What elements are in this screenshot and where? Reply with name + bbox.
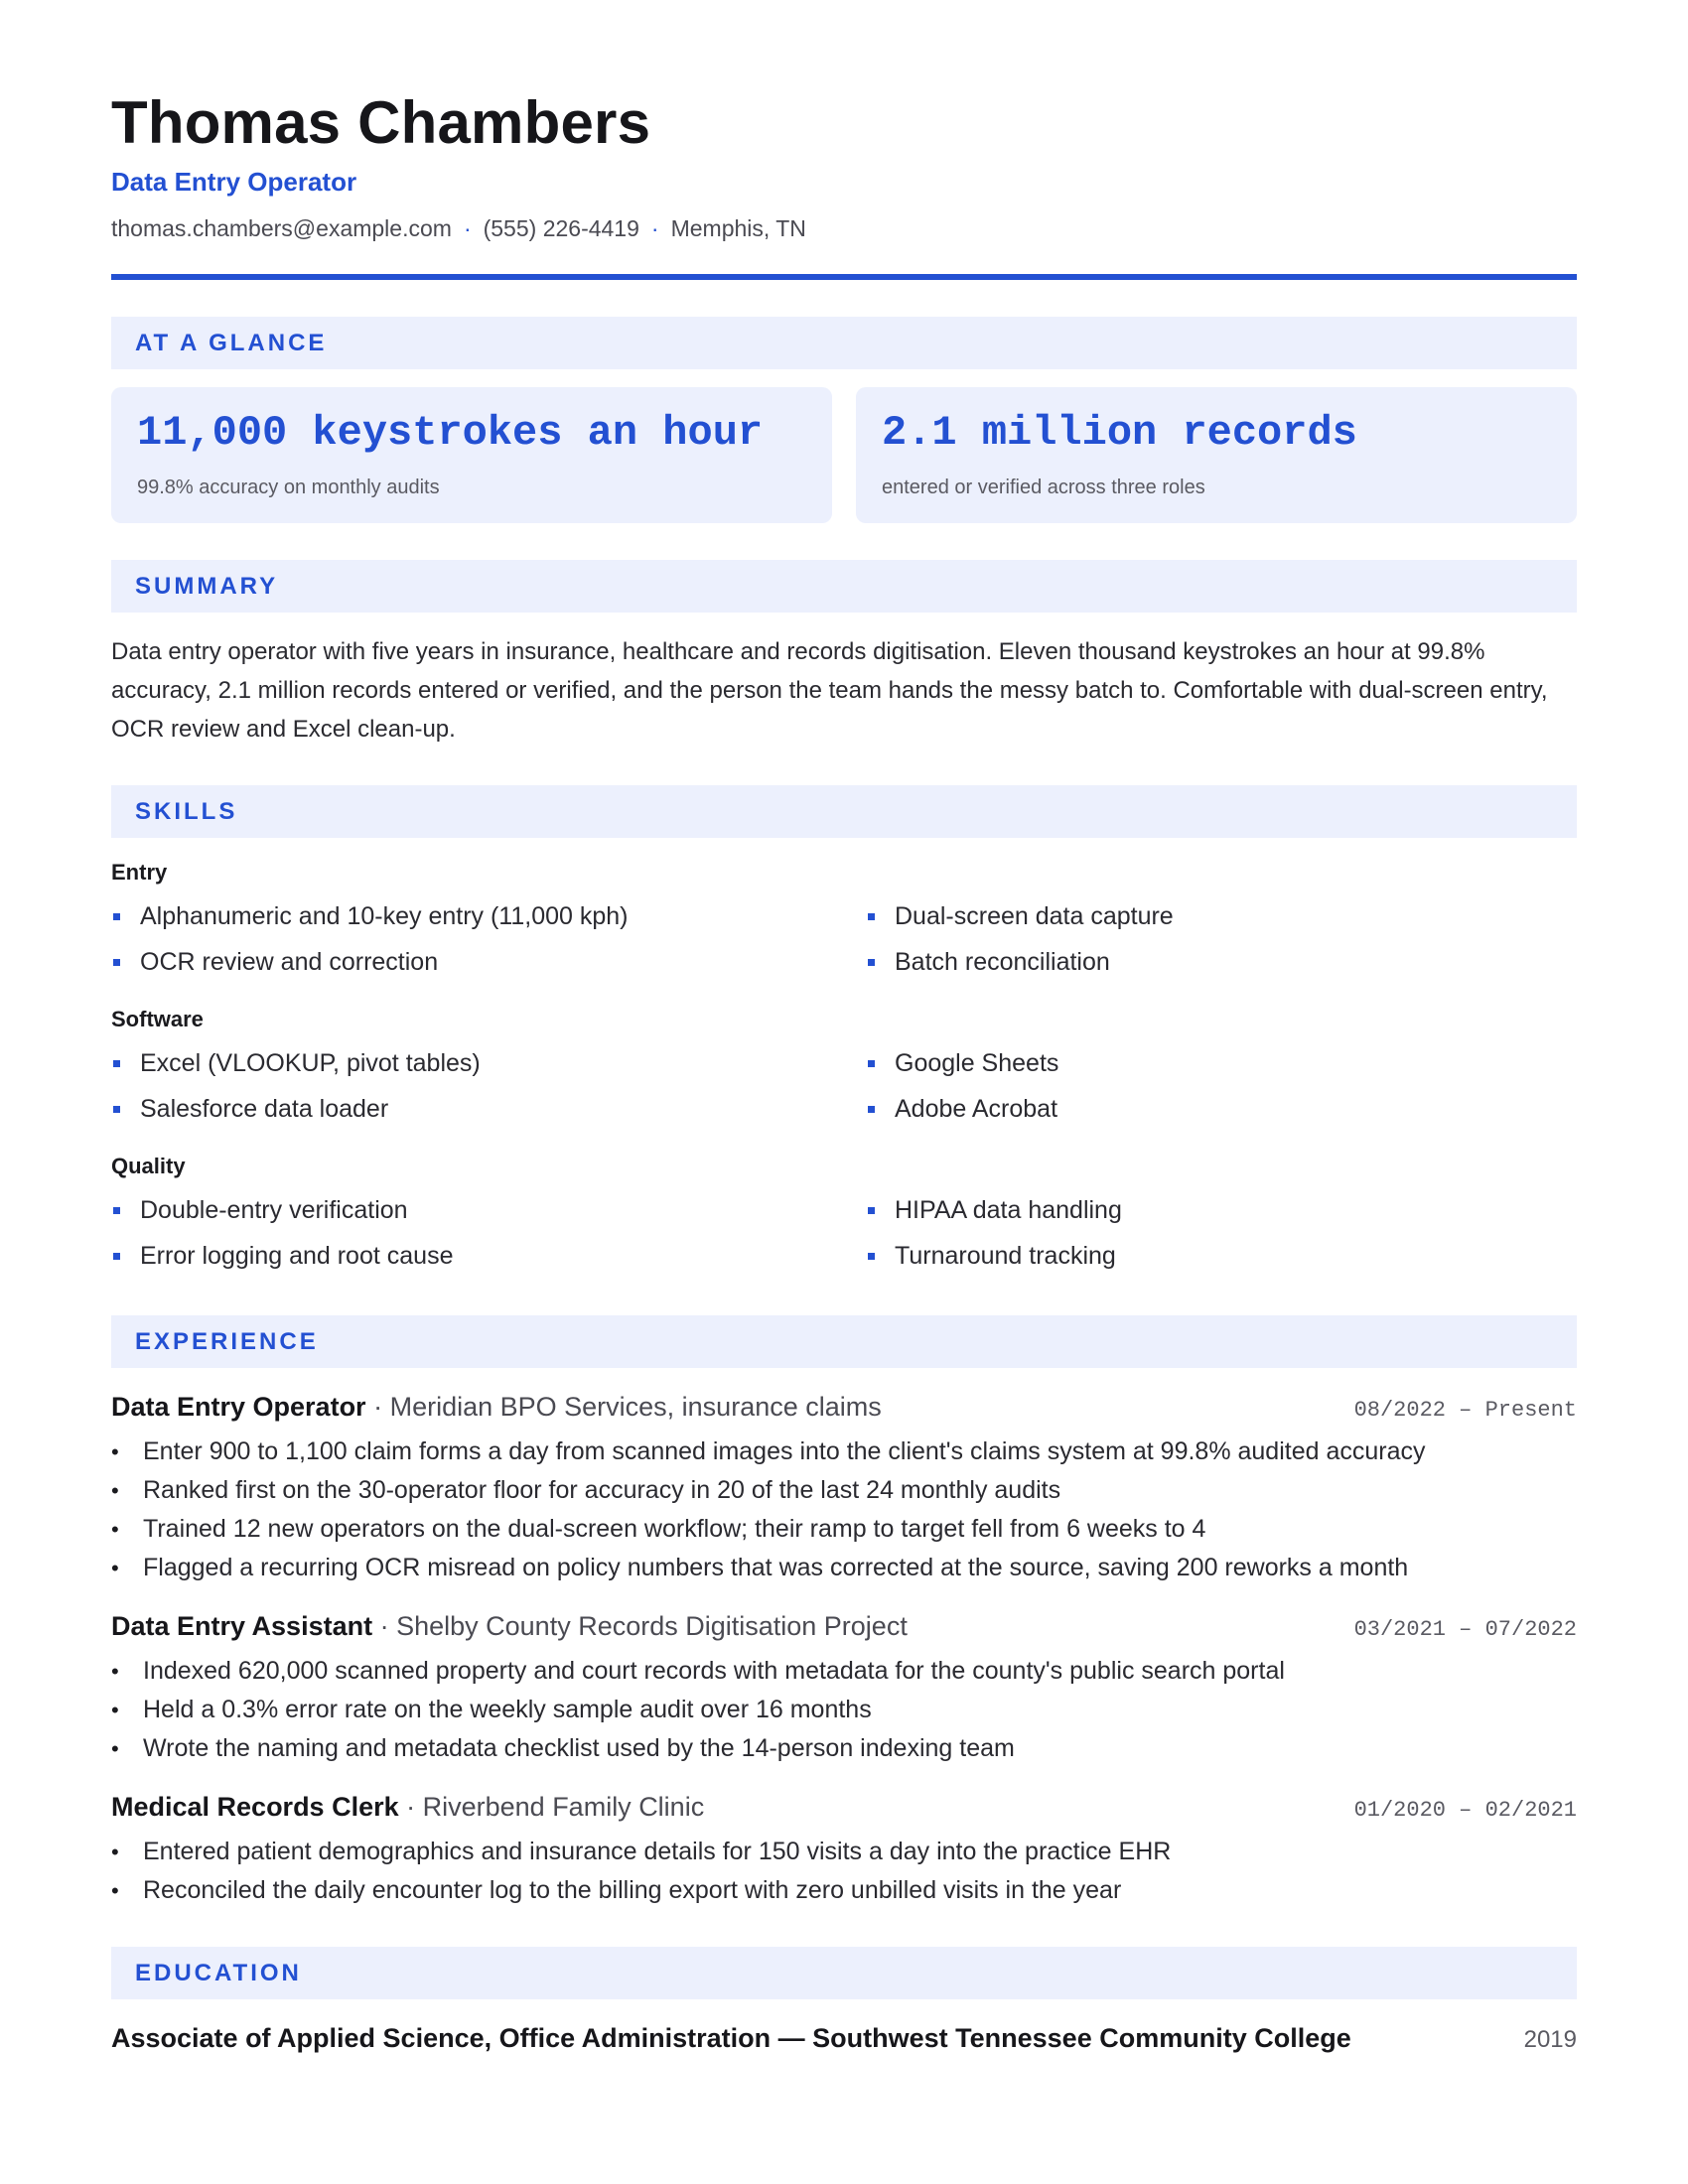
job-organization: · Riverbend Family Clinic <box>398 1792 705 1822</box>
contact-location: Memphis, TN <box>670 215 806 241</box>
skill-item: Batch reconciliation <box>866 939 1577 985</box>
list-item: • Wrote the naming and metadata checklist used by the 14-person indexing team <box>111 1729 1577 1768</box>
header-divider <box>111 274 1577 280</box>
education-degree: Associate of Applied Science, Office Administration — Southwest Tennessee Community College <box>111 2023 1351 2053</box>
list-item: • Enter 900 to 1,100 claim forms a day from scanned images into the client's claims system at 99.8% audited accuracy <box>111 1433 1577 1471</box>
job-dates: 08/2022 – Present <box>1353 1398 1577 1423</box>
glance-card-value: 2.1 million records <box>882 409 1357 457</box>
skill-item: Adobe Acrobat <box>866 1086 1577 1132</box>
job-bullets <box>111 1833 1577 1910</box>
section-heading-experience <box>111 1315 1577 1368</box>
bullet-icon: • <box>111 1556 119 1580</box>
bullet-icon: • <box>111 1736 119 1761</box>
section-heading-label: SUMMARY <box>135 572 279 600</box>
section-heading-label: AT A GLANCE <box>135 329 328 356</box>
job-bullets <box>111 1652 1577 1768</box>
skill-group-quality <box>111 1152 1577 1279</box>
skill-item: Turnaround tracking <box>866 1233 1577 1279</box>
glance-card-caption: 99.8% accuracy on monthly audits <box>137 477 440 498</box>
section-heading-glance <box>111 317 1577 369</box>
list-item: • Reconciled the daily encounter log to the billing export with zero unbilled visits in the year <box>111 1871 1577 1910</box>
square-bullet-icon <box>868 1253 875 1260</box>
skill-item: Salesforce data loader <box>111 1086 866 1132</box>
job-entry <box>111 1392 1577 1587</box>
summary-text: Data entry operator with five years in insurance, healthcare and records digitisation. Eleven thousand keystrokes an hour at 99.8% accuracy, 2.1 million records entered or verified, and the person the team hands the messy batch to. Comfortable with dual-screen entry, OCR review and Excel clean-up. <box>111 638 1548 743</box>
resume-header <box>111 87 1577 280</box>
education-year: 2019 <box>1523 2026 1577 2053</box>
section-heading-label: EDUCATION <box>135 1959 302 1986</box>
square-bullet-icon <box>113 1207 120 1214</box>
square-bullet-icon <box>868 1207 875 1214</box>
candidate-role: Data Entry Operator <box>111 167 357 197</box>
job-dates: 03/2021 – 07/2022 <box>1353 1617 1577 1642</box>
square-bullet-icon <box>113 1253 120 1260</box>
section-heading-summary <box>111 560 1577 613</box>
bullet-icon: • <box>111 1698 119 1722</box>
skill-item: Dual-screen data capture <box>866 893 1577 939</box>
square-bullet-icon <box>868 1106 875 1113</box>
square-bullet-icon <box>868 959 875 966</box>
glance-card <box>856 387 1577 523</box>
bullet-icon: • <box>111 1517 119 1542</box>
resume-page <box>111 87 1577 2054</box>
contact-separator: · <box>463 215 472 241</box>
skill-item: Alphanumeric and 10-key entry (11,000 kph) <box>111 893 866 939</box>
job-title: Data Entry Assistant <box>111 1611 373 1641</box>
skill-group-entry <box>111 858 1577 985</box>
skills-list <box>111 858 1577 1279</box>
skill-group-title: Software <box>111 1007 204 1031</box>
skill-item: HIPAA data handling <box>866 1187 1577 1233</box>
contact-phone[interactable]: (555) 226-4419 <box>483 215 639 241</box>
education-entry <box>111 2023 1577 2054</box>
contact-email[interactable]: thomas.chambers@example.com <box>111 215 452 241</box>
job-title: Medical Records Clerk <box>111 1792 399 1822</box>
skill-group-software <box>111 1005 1577 1132</box>
glance-cards <box>111 387 1577 523</box>
contact-separator: · <box>650 215 659 241</box>
skill-item: Excel (VLOOKUP, pivot tables) <box>111 1040 866 1086</box>
square-bullet-icon <box>868 1060 875 1067</box>
job-organization: · Shelby County Records Digitisation Project <box>372 1611 908 1641</box>
skill-item: Double-entry verification <box>111 1187 866 1233</box>
skill-item: Error logging and root cause <box>111 1233 866 1279</box>
section-heading-label: EXPERIENCE <box>135 1327 319 1355</box>
skill-group-title: Quality <box>111 1154 186 1178</box>
glance-card-value: 11,000 keystrokes an hour <box>137 409 764 457</box>
list-item: • Flagged a recurring OCR misread on policy numbers that was corrected at the source, saving 200 reworks a month <box>111 1549 1577 1587</box>
section-heading-label: SKILLS <box>135 797 238 825</box>
bullet-icon: • <box>111 1840 119 1864</box>
job-title: Data Entry Operator <box>111 1392 366 1422</box>
job-organization: · Meridian BPO Services, insurance claims <box>365 1392 882 1422</box>
square-bullet-icon <box>113 1060 120 1067</box>
bullet-icon: • <box>111 1878 119 1903</box>
list-item: • Ranked first on the 30-operator floor for accuracy in 20 of the last 24 monthly audits <box>111 1471 1577 1510</box>
bullet-icon: • <box>111 1659 119 1684</box>
job-dates: 01/2020 – 02/2021 <box>1353 1798 1577 1823</box>
skill-group-title: Entry <box>111 860 168 885</box>
glance-card-caption: entered or verified across three roles <box>882 477 1205 498</box>
bullet-icon: • <box>111 1478 119 1503</box>
bullet-icon: • <box>111 1439 119 1464</box>
list-item: • Entered patient demographics and insurance details for 150 visits a day into the practice EHR <box>111 1833 1577 1871</box>
job-bullets <box>111 1433 1577 1587</box>
square-bullet-icon <box>113 959 120 966</box>
square-bullet-icon <box>113 1106 120 1113</box>
skill-item: OCR review and correction <box>111 939 866 985</box>
list-item: • Indexed 620,000 scanned property and court records with metadata for the county's public search portal <box>111 1652 1577 1691</box>
candidate-name: Thomas Chambers <box>111 89 651 156</box>
list-item: • Trained 12 new operators on the dual-screen workflow; their ramp to target fell from 6 weeks to 4 <box>111 1510 1577 1549</box>
list-item: • Held a 0.3% error rate on the weekly sample audit over 16 months <box>111 1691 1577 1729</box>
job-entry <box>111 1792 1577 1910</box>
section-heading-skills <box>111 785 1577 838</box>
contact-line <box>111 212 1577 244</box>
glance-card <box>111 387 832 523</box>
section-heading-education <box>111 1947 1577 1999</box>
square-bullet-icon <box>868 913 875 920</box>
job-entry <box>111 1611 1577 1768</box>
skill-item: Google Sheets <box>866 1040 1577 1086</box>
square-bullet-icon <box>113 913 120 920</box>
